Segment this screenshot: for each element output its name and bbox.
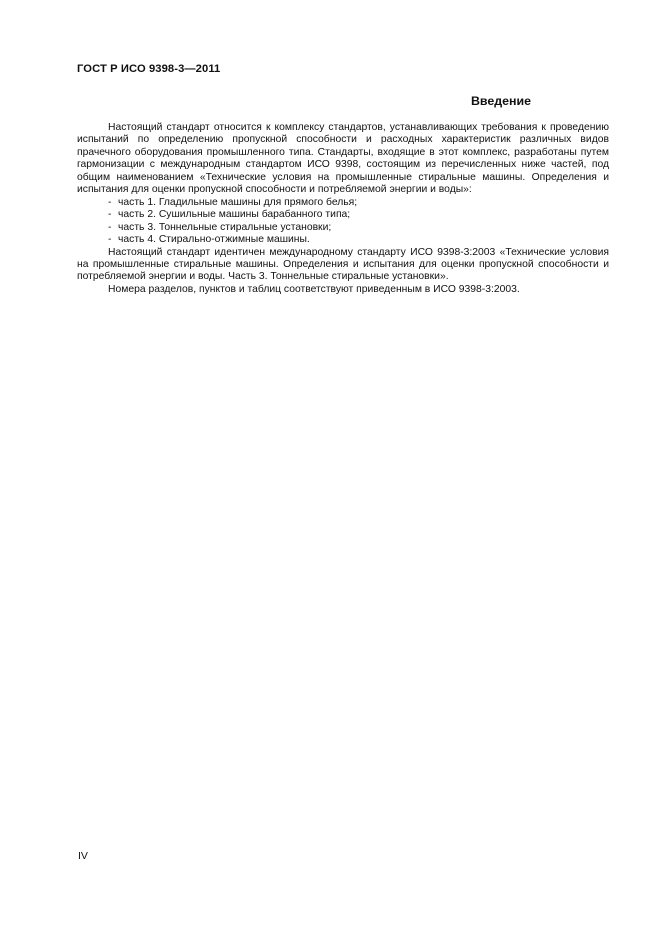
list-item-text: часть 3. Тоннельные стиральные установки; — [118, 221, 332, 233]
introduction-body — [77, 122, 609, 296]
intro-paragraph-3: Номера разделов, пунктов и таблиц соответствуют приведенным в ИСО 9398-3:2003. — [108, 283, 520, 295]
intro-paragraph-2: Настоящий стандарт идентичен международному стандарту ИСО 9398-3:2003 «Технические условия на промышленные стиральные машины. Определения и испытания для оценки пропускной способности и потребляемой энергии и воды. Часть 3. Тоннельные стиральные установки». — [77, 246, 609, 283]
list-dash: - — [108, 221, 112, 233]
intro-paragraph-1: Настоящий стандарт относится к комплексу стандартов, устанавливающих требования к проведению испытаний по определению пропускной способности и расходных характеристик различных видов прачечного оборудования промышленного типа. Стандарты, входящие в этот комплекс, разработаны путем гармонизации с международным стандартом ИСО 9398, состоящим из перечисленных ниже частей, под общим наименованием «Технические условия на промышленные стиральные машины. Определения и испытания для оценки пропускной способности и потребляемой энергии и воды»: — [77, 122, 609, 196]
page-number: IV — [78, 850, 88, 862]
list-dash: - — [108, 234, 112, 246]
list-item — [77, 234, 609, 246]
list-item — [77, 222, 609, 234]
list-dash: - — [108, 209, 112, 221]
parts-list — [77, 197, 609, 247]
running-head: ГОСТ Р ИСО 9398-3—2011 — [77, 63, 221, 75]
list-item — [77, 197, 609, 209]
section-title-wrapper — [77, 94, 607, 108]
section-title: Введение — [470, 94, 531, 108]
list-dash: - — [108, 196, 112, 208]
list-item-text: часть 1. Гладильные машины для прямого белья; — [118, 196, 358, 208]
list-item-text: часть 2. Сушильные машины барабанного типа; — [118, 209, 351, 221]
list-item-text: часть 4. Стирально-отжимные машины. — [118, 234, 310, 246]
list-item — [77, 209, 609, 221]
